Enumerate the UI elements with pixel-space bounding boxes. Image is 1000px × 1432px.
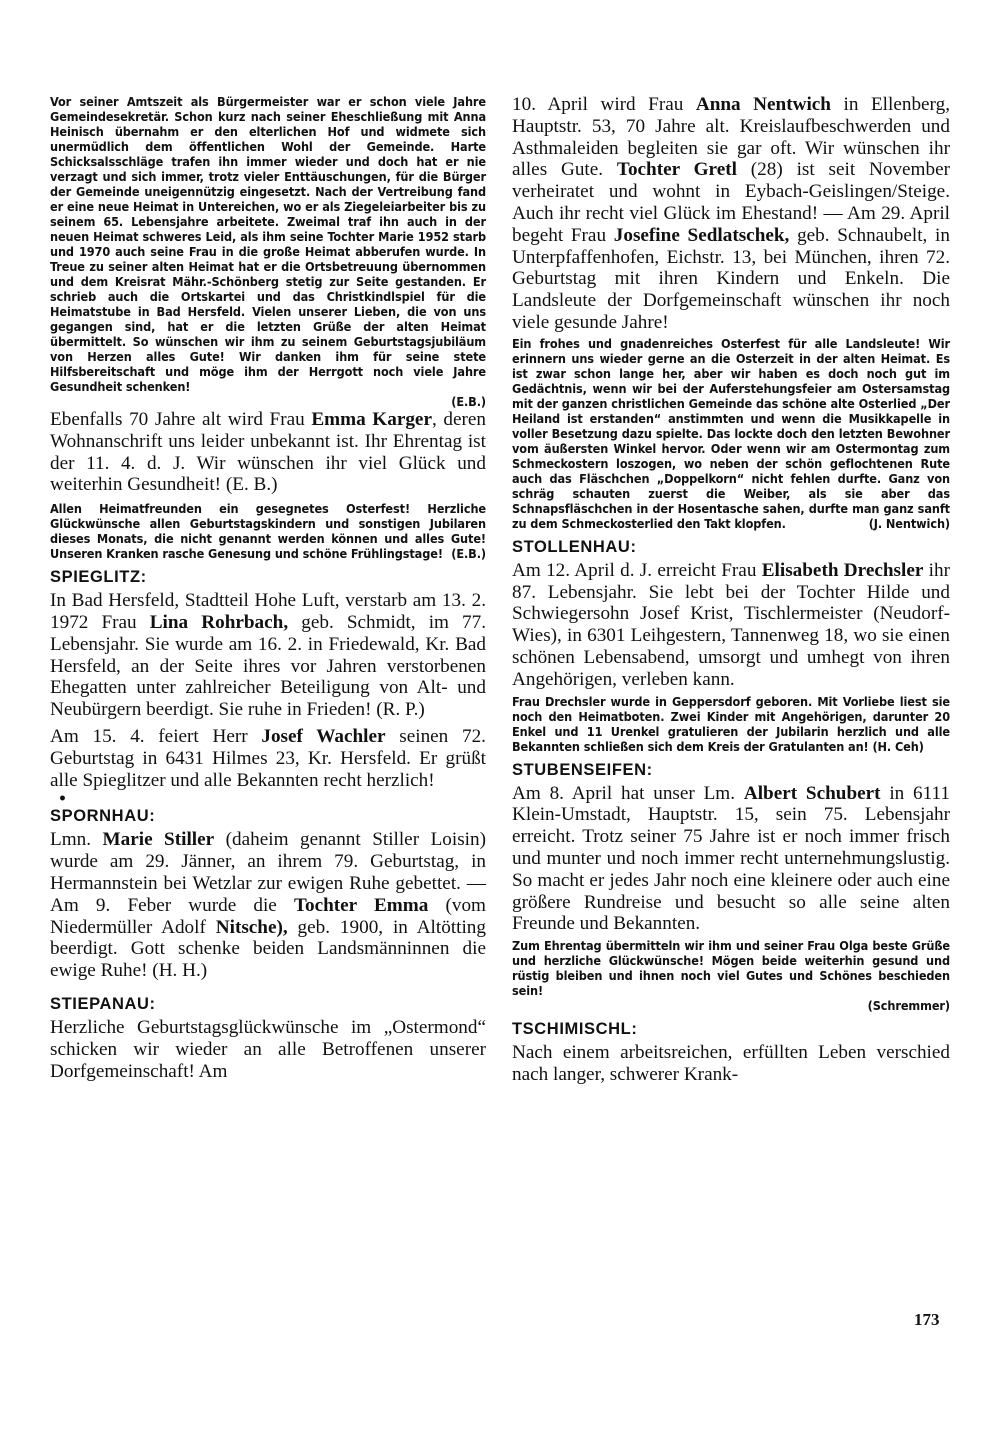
person-name: Josefine Sedlatschek, [613, 224, 790, 246]
right-column [512, 94, 950, 1086]
section-heading-spornhau: SPORNHAU: [50, 807, 156, 826]
person-name: Anna Nentwich [695, 94, 831, 115]
paragraph-text: Herzliche Geburtstagsglückwünsche im „Ostermond“ schicken wir wieder an alle Betroffenen unserer Dorfgemeinschaft! Am [50, 1016, 486, 1082]
page-number: 173 [914, 1310, 940, 1329]
article-paragraph [50, 501, 486, 561]
person-name: Emma Karger [311, 409, 432, 430]
person-name: Tochter Emma [293, 894, 429, 916]
paragraph-text: In Bad Hersfeld, Stadtteil Hohe Luft, verstarb am 13. 2. 1972 Frau [50, 590, 486, 633]
article-paragraph [50, 590, 486, 721]
paragraph-text: in Ellenberg, Hauptstr. 53, 70 Jahre alt. Kreislaufbeschwerden und Asthmaleiden begleiten sie gar oft. Wir wünschen ihr alles Gute. [512, 94, 950, 181]
author-signature: (J. Nentwich) [868, 515, 950, 531]
article-paragraph [50, 1017, 486, 1082]
author-signature: (Schremmer) [867, 998, 950, 1014]
section-heading-tschimischl: TSCHIMISCHL: [512, 1020, 638, 1039]
article-paragraph [512, 938, 950, 1013]
section-heading-stiepanau: STIEPANAU: [50, 994, 156, 1013]
article-paragraph [512, 783, 950, 936]
section-heading-stollenhau: STOLLENHAU: [512, 537, 637, 556]
article-paragraph [512, 694, 950, 754]
paragraph-text: 10. April wird Frau [512, 94, 696, 115]
article-paragraph [50, 726, 486, 791]
bullet-mark: • [58, 791, 67, 808]
paragraph-text: Nach einem arbeitsreichen, erfüllten Leben verschied nach langer, schwerer Krank- [512, 1042, 950, 1085]
person-name: Elisabeth Drechsler [761, 559, 924, 581]
paragraph-text: (daheim genannt Stiller Loisin) wurde am 29. Jänner, an ihrem 79. Geburtstag, in Hermannstein bei Wetzlar zur ewigen Ruhe gebettet. — Am 9. Feber wurde die [50, 829, 486, 916]
paragraph-text: Am 15. 4. feiert Herr [50, 725, 262, 747]
article-paragraph [512, 336, 950, 531]
article-paragraph [50, 409, 486, 496]
paragraph-text: geb. 1900, in Altötting beerdigt. Gott schenke beiden Landsmänninnen die ewige Ruhe! (H. H.) [50, 916, 486, 982]
article-paragraph [50, 829, 486, 982]
paragraph-text: Am 12. April d. J. erreicht Frau [512, 559, 762, 581]
section-heading-stubenseifen: STUBENSEIFEN: [512, 760, 653, 779]
paragraph-text: Vor seiner Amtszeit als Bürgermeister war er schon viele Jahre Gemeindesekretär. Schon kurz nach seiner Eheschließung mit Anna Heinisch übernahm er den elterlichen Hof und widmete sich unermüdlich dem öffentlichen Wohl der Gemeinde. Harte Schicksalsschläge trafen ihn immer wieder und doch hat er nie verzagt und sich immer, trotz vieler Enttäuschungen, für die Bürger der Gemeinde uneigennützig eingesetzt. Nach der Vertreibung fand er eine neue Heimat in Untereichen, wo er als Ziegeleiarbeiter bis zu seinem 65. Lebensjahre arbeitete. Zweimal traf ihn auch in der neuen Heimat schweres Leid, als ihm seine Tochter Marie 1952 starb und 1970 auch seine Frau in die große Heimat abberufen wurde. In Treue zu seiner alten Heimat hat er die Ortsbetreuung übernommen und dem Kreisrat Mähr.-Schönberg stetig zur Seite gestanden. Er schrieb auch die Ortskartei und das Christkindlspiel für die Heimatstube in Bad Hersfeld. Vielen unserer Lieben, die von uns gegangen sind, hat er die letzten Grüße der alten Heimat übermittelt. So wünschen wir ihm zu seinem Geburtstagsjubiläum von Herzen alles Gute! Wir danken ihm für seine stete Hilfsbereitschaft und möge ihm der Herrgott noch viele Jahre Gesundheit schenken! [50, 94, 486, 394]
person-name: Lina Rohrbach, [149, 611, 289, 633]
person-name: Josef Wachler [261, 725, 386, 747]
left-column [50, 94, 486, 1082]
paragraph-text: seinen 72. Geburtstag in 6431 Hilmes 23, Kr. Hersfeld. Er grüßt alle Spieglitzer und alle Bekannten recht herzlich! [50, 725, 486, 791]
author-signature: (E.B.) [451, 394, 486, 409]
article-paragraph [512, 1042, 950, 1086]
paragraph-text: ihr 87. Lebensjahr. Sie lebt bei der Tochter Hilde und Schwiegersohn Josef Krist, Tischlermeister (Neudorf-Wies), in 6301 Leihgestern, Tannenweg 18, wo sie einen schönen Lebensabend, umsorgt und umhegt von ihren Angehörigen, verleben kann. [512, 559, 950, 690]
paragraph-text: Am 8. April hat unser Lm. [512, 782, 744, 804]
paragraph-text: Ebenfalls 70 Jahre alt wird Frau [50, 409, 312, 430]
article-paragraph [512, 560, 950, 691]
section-heading-spieglitz: SPIEGLITZ: [50, 568, 147, 587]
paragraph-text: Ein frohes und gnadenreiches Osterfest für alle Landsleute! Wir erinnern uns wieder gerne an die Osterzeit in der alten Heimat. Es ist zwar schon lange her, aber wir haben es doch noch gut im Gedächtnis, wenn wir bei der Auferstehungsfeier am Ostersamstag mit der ganzen christlichen Gemeinde das schöne alte Osterlied „Der Heiland ist erstanden“ anstimmten und wenn die Musikkapelle in voller Besetzung dazu spielte. Das lockte doch den letzten Bewohner vom äußersten Winkel hervor. Oder wenn wir am Ostermontag zum Schmeckostern loszogen, wo neben der schön geflochtenen Rute auch das Fläschchen „Doppelkorn“ nicht fehlen durfte. Ganz von schräg schauten zuerst die Weiber, als sie aber das Schnapsfläschchen in der Hosentasche sahen, durfte man ganz sanft zu dem Schmeckosterlied den Takt klopfen. [512, 335, 950, 531]
article-paragraph [50, 94, 486, 409]
paragraph-text: Allen Heimatfreunden ein gesegnetes Osterfest! Herzliche Glückwünsche allen Geburtstagskindern und sonstigen Jubilaren dieses Monats, die nicht genannt werden können und alles Gute! Unseren Kranken rasche Genesung und schöne Frühlingstage! [50, 501, 486, 562]
paragraph-text: geb. Schnaubelt, in Unterpfaffenhofen, Eichstr. 13, bei München, ihren 72. Geburtstag mit ihren Kindern und Enkeln. Die Landsleute der Dorfgemeinschaft wünschen ihr noch viele gesunde Jahre! [512, 224, 950, 333]
person-name: Tochter Gretl [616, 159, 737, 181]
paragraph-text: Frau Drechsler wurde in Geppersdorf geboren. Mit Vorliebe liest sie noch den Heimatboten. Zwei Kinder mit Angehörigen, darunter 20 Enkel und 11 Urenkel gratulieren der Jubilarin herzlich und alle Bekannten schließen sich dem Kreis der Gratulanten an! (H. Ceh) [512, 693, 950, 754]
paragraph-text: (vom Niedermüller Adolf [50, 894, 486, 938]
paragraph-text: geb. Schmidt, im 77. Lebensjahr. Sie wurde am 16. 2. in Friedewald, Kr. Bad Hersfeld, an der Seite ihres vor Jahren verstorbenen Ehegatten unter zahlreicher Beteiligung von Alt- und Neubürgern beerdigt. Sie ruhe in Frieden! (R. P.) [50, 611, 487, 721]
paragraph-text: Zum Ehrentag übermitteln wir ihm und seiner Frau Olga beste Grüße und herzliche Glückwünsche! Mögen beide weiterhin gesund und rüstig bleiben und ihnen noch viel Gutes und Schönes beschieden sein! [512, 938, 950, 999]
paragraph-text: (28) ist seit November verheiratet und wohnt in Eybach-Geislingen/Steige. Auch ihr recht viel Glück im Ehestand! — Am 29. April begeht Frau [512, 159, 950, 246]
paragraph-text: , deren Wohnanschrift uns leider unbekannt ist. Ihr Ehrentag ist der 11. 4. d. J. Wir wünschen ihr viel Glück und weiterhin Gesundheit! (E. B.) [50, 409, 486, 496]
person-name: Albert Schubert [743, 782, 881, 804]
article-paragraph [512, 94, 950, 334]
person-name: Nitsche), [215, 916, 288, 938]
paragraph-text: in 6111 Klein-Umstadt, Hauptstr. 15, sein 75. Lebensjahr erreicht. Trotz seiner 75 Jahre ist er noch immer frisch und munter und noch immer recht unternehmungslustig. So macht er jedes Jahr noch eine kleinere oder auch eine größere Rundreise und besucht so alle seine alten Freunde und Bekannten. [512, 782, 951, 935]
author-signature: (E.B.) [451, 546, 486, 562]
paragraph-text: Lmn. [50, 829, 103, 851]
person-name: Marie Stiller [102, 829, 215, 851]
